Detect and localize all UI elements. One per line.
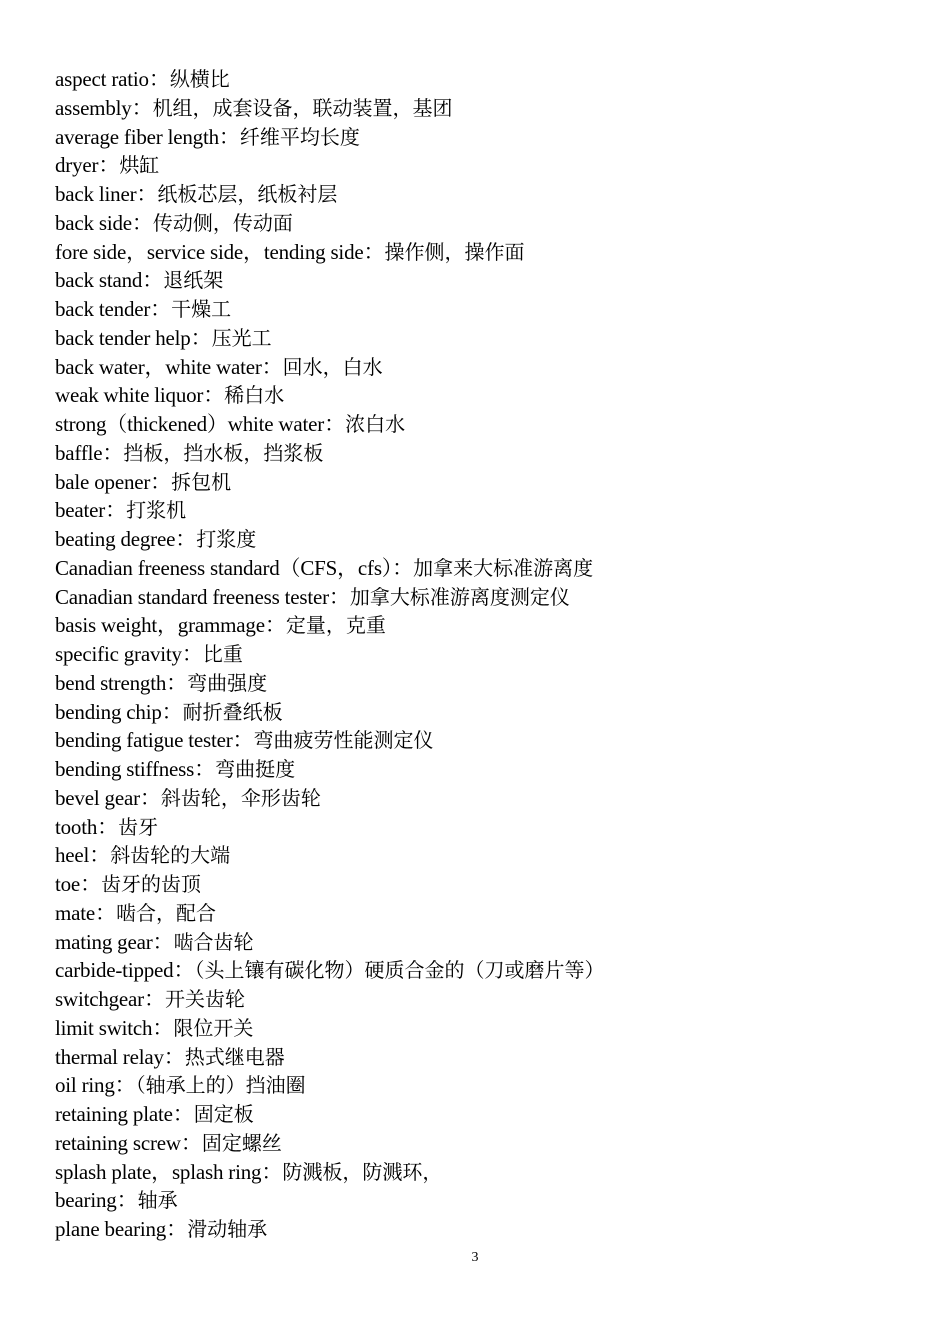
entry-separator: ： bbox=[166, 1217, 188, 1241]
glossary-entry bbox=[55, 669, 604, 698]
entry-term: toe bbox=[55, 872, 81, 896]
entry-term: limit switch bbox=[55, 1015, 153, 1040]
entry-definition: 退纸架 bbox=[163, 268, 224, 293]
entry-separator: ： bbox=[181, 642, 203, 666]
entry-separator: ： bbox=[131, 95, 153, 120]
entry-definition: 操作侧，操作面 bbox=[384, 239, 525, 264]
entry-separator: ： bbox=[98, 153, 120, 178]
entry-separator: ： bbox=[172, 1102, 194, 1126]
entry-separator: ： bbox=[261, 354, 283, 379]
entry-separator: ： bbox=[152, 1015, 174, 1040]
entry-definition: 稀白水 bbox=[224, 383, 285, 408]
glossary-entry bbox=[55, 985, 604, 1014]
entry-definition: 机组，成套设备，联动装置，基团 bbox=[152, 95, 453, 120]
entry-term: assembly bbox=[55, 95, 132, 120]
glossary-entry bbox=[55, 640, 604, 669]
glossary-entry bbox=[55, 1043, 604, 1072]
entry-separator: ： bbox=[139, 785, 161, 810]
glossary-entry bbox=[55, 698, 604, 727]
entry-definition: 加拿来大标准游离度 bbox=[413, 555, 594, 580]
entry-definition: 啮合，配合 bbox=[116, 900, 217, 925]
entry-term: baffle bbox=[55, 440, 103, 465]
glossary-entry bbox=[55, 123, 604, 152]
glossary-entry bbox=[55, 65, 604, 94]
glossary-entry bbox=[55, 353, 604, 382]
entry-separator: ： bbox=[80, 872, 102, 896]
entry-definition: 弯曲挺度 bbox=[215, 757, 296, 781]
entry-term: back stand bbox=[55, 268, 143, 293]
entry-separator: ： bbox=[116, 1188, 138, 1213]
entry-definition: 纤维平均长度 bbox=[239, 124, 360, 149]
entry-definition: 弯曲疲劳性能测定仪 bbox=[253, 728, 434, 753]
entry-definition: 热式继电器 bbox=[184, 1044, 285, 1069]
entry-separator: ： bbox=[143, 987, 165, 1011]
entry-separator: ： bbox=[114, 1073, 136, 1098]
entry-separator: ： bbox=[148, 67, 170, 91]
entry-term: bending chip bbox=[55, 699, 162, 724]
entry-definition: 齿牙 bbox=[118, 814, 159, 839]
glossary-entry bbox=[55, 1215, 604, 1244]
entry-term: basis weight，grammage bbox=[55, 613, 265, 638]
glossary-entry bbox=[55, 841, 604, 870]
glossary-entry bbox=[55, 410, 604, 439]
entry-definition: 传动侧，传动面 bbox=[152, 210, 293, 235]
entry-separator: ： bbox=[102, 440, 124, 465]
entry-definition: 斜齿轮，伞形齿轮 bbox=[160, 785, 321, 810]
entry-term: back side bbox=[55, 210, 132, 235]
glossary-entry bbox=[55, 1100, 604, 1129]
entry-separator: ： bbox=[194, 757, 216, 781]
glossary-entry bbox=[55, 784, 604, 813]
glossary-entry bbox=[55, 870, 604, 899]
glossary-entry bbox=[55, 209, 604, 238]
entry-term: aspect ratio bbox=[55, 67, 149, 91]
entry-separator: ： bbox=[392, 555, 414, 580]
entry-definition: 纸板芯层，纸板衬层 bbox=[157, 182, 338, 206]
entry-term: bend strength bbox=[55, 670, 167, 695]
entry-definition: 压光工 bbox=[211, 325, 272, 350]
entry-term: bearing bbox=[55, 1188, 117, 1213]
entry-separator: ： bbox=[166, 670, 188, 695]
glossary-entry bbox=[55, 1186, 604, 1215]
entry-term: back tender bbox=[55, 297, 151, 321]
entry-definition: 加拿大标准游离度测定仪 bbox=[349, 584, 570, 609]
glossary-entry bbox=[55, 525, 604, 554]
entry-definition: 打浆机 bbox=[126, 498, 187, 523]
entry-definition: 烘缸 bbox=[119, 153, 160, 178]
entry-separator: ： bbox=[105, 498, 127, 523]
entry-term: plane bearing bbox=[55, 1217, 167, 1241]
entry-separator: ： bbox=[136, 182, 158, 206]
glossary-entry bbox=[55, 295, 604, 324]
entry-term: bevel gear bbox=[55, 785, 140, 810]
glossary-entry bbox=[55, 496, 604, 525]
entry-term: switchgear bbox=[55, 987, 144, 1011]
entry-term: oil ring bbox=[55, 1073, 115, 1098]
entry-separator: ： bbox=[161, 699, 183, 724]
glossary-entry bbox=[55, 899, 604, 928]
entry-definition: 弯曲强度 bbox=[187, 670, 268, 695]
entry-term: retaining screw bbox=[55, 1130, 181, 1155]
entry-definition: 限位开关 bbox=[173, 1015, 254, 1040]
entry-definition: 回水，白水 bbox=[282, 354, 383, 379]
entry-separator: ： bbox=[150, 469, 172, 494]
entry-separator: ： bbox=[218, 124, 240, 149]
entry-term: back liner bbox=[55, 182, 137, 206]
entry-separator: ： bbox=[163, 1044, 185, 1069]
entry-definition: 啮合齿轮 bbox=[173, 929, 254, 954]
entry-term: thermal relay bbox=[55, 1044, 164, 1069]
glossary-entry bbox=[55, 554, 604, 583]
entry-separator: ： bbox=[175, 527, 197, 551]
entry-term: back tender help bbox=[55, 325, 191, 350]
entry-definition: 定量，克重 bbox=[285, 613, 386, 638]
glossary-entry bbox=[55, 468, 604, 497]
glossary-entry bbox=[55, 324, 604, 353]
entry-term: heel bbox=[55, 843, 90, 868]
entry-separator: ： bbox=[152, 929, 174, 954]
entry-term: tooth bbox=[55, 814, 98, 839]
entry-separator: ： bbox=[363, 239, 385, 264]
entry-definition: 干燥工 bbox=[171, 297, 232, 321]
glossary-entry bbox=[55, 381, 604, 410]
entry-separator: ： bbox=[180, 1130, 202, 1155]
entry-term: weak white liquor bbox=[55, 383, 204, 408]
entry-definition: 耐折叠纸板 bbox=[182, 699, 283, 724]
entry-definition: 滑动轴承 bbox=[187, 1217, 268, 1241]
entry-separator: ： bbox=[97, 814, 119, 839]
glossary-entry bbox=[55, 266, 604, 295]
entry-definition: 斜齿轮的大端 bbox=[110, 843, 231, 868]
entry-term: carbide-tipped bbox=[55, 958, 174, 983]
entry-term: average fiber length bbox=[55, 124, 219, 149]
entry-separator: ： bbox=[173, 958, 195, 983]
glossary-entry bbox=[55, 1071, 604, 1100]
entry-definition: 固定板 bbox=[193, 1102, 254, 1126]
entry-term: mate bbox=[55, 900, 96, 925]
entry-separator: ： bbox=[328, 584, 350, 609]
glossary-entry bbox=[55, 813, 604, 842]
entry-separator: ： bbox=[89, 843, 111, 868]
glossary-entry bbox=[55, 1158, 604, 1187]
glossary-entry bbox=[55, 439, 604, 468]
entry-definition: 打浆度 bbox=[196, 527, 257, 551]
entry-definition: 纵横比 bbox=[169, 67, 230, 91]
entry-term: retaining plate bbox=[55, 1102, 173, 1126]
entry-term: bale opener bbox=[55, 469, 151, 494]
entry-definition: 挡板，挡水板，挡浆板 bbox=[123, 440, 324, 465]
entry-term: dryer bbox=[55, 153, 99, 178]
entry-separator: ： bbox=[150, 297, 172, 321]
glossary-entry bbox=[55, 956, 604, 985]
entry-term: bending fatigue tester bbox=[55, 728, 233, 753]
glossary-entry bbox=[55, 726, 604, 755]
entry-separator: ： bbox=[95, 900, 117, 925]
glossary-entry bbox=[55, 755, 604, 784]
glossary-entry bbox=[55, 238, 604, 267]
entry-separator: ： bbox=[261, 1159, 283, 1184]
entry-term: Canadian standard freeness tester bbox=[55, 584, 329, 609]
entry-separator: ： bbox=[324, 412, 346, 436]
entry-definition: 拆包机 bbox=[171, 469, 232, 494]
entry-term: bending stiffness bbox=[55, 757, 195, 781]
glossary-entry bbox=[55, 151, 604, 180]
entry-definition: 轴承 bbox=[137, 1188, 178, 1213]
glossary-entry bbox=[55, 180, 604, 209]
entry-term: beating degree bbox=[55, 527, 176, 551]
entry-term: specific gravity bbox=[55, 642, 182, 666]
entry-definition: （轴承上的）挡油圈 bbox=[135, 1073, 306, 1098]
glossary-entry bbox=[55, 928, 604, 957]
entry-definition: 比重 bbox=[202, 642, 243, 666]
entry-separator: ： bbox=[203, 383, 225, 408]
entry-separator: ： bbox=[131, 210, 153, 235]
page-number: 3 bbox=[471, 1250, 479, 1265]
entry-term: splash plate，splash ring bbox=[55, 1159, 262, 1184]
entry-separator: ： bbox=[264, 613, 286, 638]
entry-term: mating gear bbox=[55, 929, 153, 954]
entry-definition: （头上镶有碳化物）硬质合金的（刀或磨片等） bbox=[194, 958, 605, 983]
entry-separator: ： bbox=[142, 268, 164, 293]
entry-definition: 固定螺丝 bbox=[201, 1130, 282, 1155]
entry-definition: 浓白水 bbox=[345, 412, 406, 436]
entry-definition: 开关齿轮 bbox=[164, 987, 245, 1011]
entry-term: back water，white water bbox=[55, 354, 262, 379]
glossary-entry bbox=[55, 1014, 604, 1043]
entry-term: beater bbox=[55, 498, 106, 523]
glossary-list bbox=[55, 65, 604, 1244]
entry-definition: 防溅板，防溅环， bbox=[282, 1159, 443, 1184]
entry-term: strong（thickened）white water bbox=[55, 412, 325, 436]
glossary-entry bbox=[55, 611, 604, 640]
entry-term: Canadian freeness standard（CFS，cfs） bbox=[55, 555, 393, 580]
glossary-entry bbox=[55, 1129, 604, 1158]
glossary-entry bbox=[55, 583, 604, 612]
entry-term: fore side，service side，tending side bbox=[55, 239, 364, 264]
entry-separator: ： bbox=[190, 325, 212, 350]
entry-separator: ： bbox=[232, 728, 254, 753]
entry-definition: 齿牙的齿顶 bbox=[101, 872, 202, 896]
glossary-entry bbox=[55, 94, 604, 123]
